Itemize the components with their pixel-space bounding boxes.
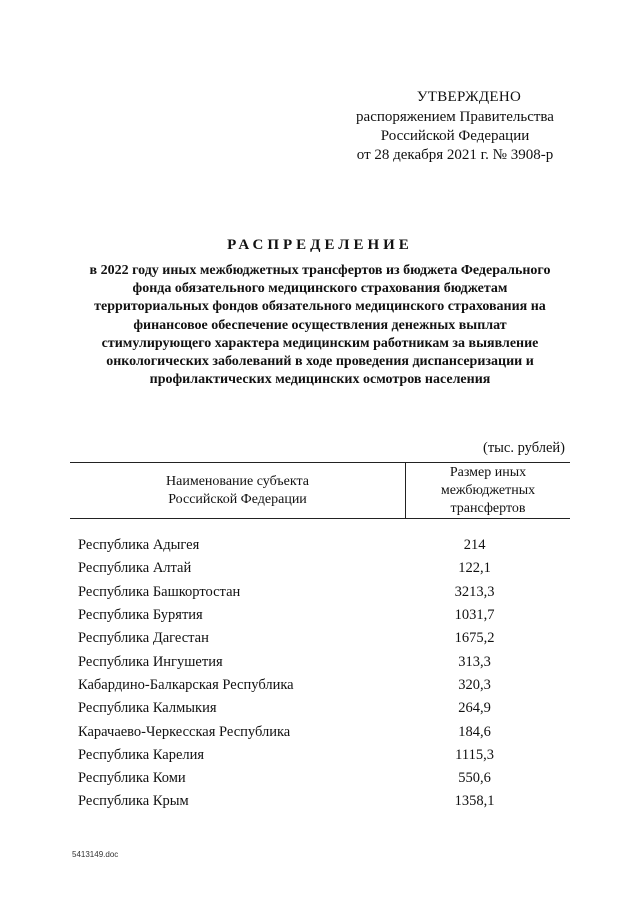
table-row (78, 767, 548, 790)
transfer-amount: 1675,2 (454, 630, 495, 647)
table-header (70, 462, 570, 519)
transfer-amount: 264,9 (458, 700, 491, 717)
subject-name: Республика Башкортостан (78, 583, 241, 600)
table-row (78, 650, 548, 673)
subject-name: Карачаево-Черкесская Республика (78, 723, 291, 740)
approval-line-1: распоряжением Правительства (356, 109, 554, 125)
transfer-amount: 320,3 (458, 676, 491, 693)
subject-name: Кабардино-Балкарская Республика (78, 676, 294, 693)
subject-name: Республика Ингушетия (78, 653, 223, 670)
table-body (78, 534, 548, 814)
transfer-amount: 3213,3 (454, 583, 495, 600)
transfer-amount: 184,6 (458, 723, 491, 740)
transfer-amount: 313,3 (458, 653, 491, 670)
transfer-amount: 214 (463, 537, 486, 554)
table-row (78, 534, 548, 557)
subject-name: Республика Дагестан (78, 630, 209, 647)
approval-block (330, 88, 580, 165)
subject-name: Республика Бурятия (78, 607, 203, 624)
document-subtitle: в 2022 году иных межбюджетных трансфертов из бюджета Федерального фонда обязательного медицинского страхования бюджетам территориальных фондов обязательного медицинского страхования на финансовое обеспечение осуществления денежных выплат стимулирующего характера медицинским работникам за выявление онкологических заболеваний в ходе проведения диспансеризации и профилактических медицинских осмотров населения (89, 263, 551, 388)
file-reference: 5413149.doc (72, 850, 119, 859)
transfer-amount: 1358,1 (454, 793, 495, 810)
table-row (78, 744, 548, 767)
header-transfer-amount: Размер иных межбюджетных трансфертов (440, 464, 536, 516)
table-row (78, 790, 548, 813)
units-label: (тыс. рублей) (483, 440, 565, 456)
table-row (78, 557, 548, 580)
subject-name: Республика Калмыкия (78, 700, 217, 717)
table-row (78, 697, 548, 720)
table-row (78, 674, 548, 697)
subject-name: Республика Алтай (78, 560, 192, 577)
transfer-amount: 122,1 (458, 560, 491, 577)
approval-line-2: Российской Федерации (380, 128, 530, 144)
table-row (78, 627, 548, 650)
table-row (78, 581, 548, 604)
subject-name: Республика Крым (78, 793, 189, 810)
approval-heading: УТВЕРЖДЕНО (416, 89, 522, 105)
header-subject-name: Наименование субъекта Российской Федерации (70, 463, 406, 518)
transfer-amount: 1115,3 (455, 746, 494, 763)
transfer-amount: 550,6 (458, 770, 491, 787)
table-row (78, 604, 548, 627)
table-row (78, 720, 548, 743)
subject-name: Республика Адыгея (78, 537, 200, 554)
subject-name: Республика Коми (78, 770, 186, 787)
document-title: РАСПРЕДЕЛЕНИЕ (227, 237, 413, 253)
approval-line-3: от 28 декабря 2021 г. № 3908-р (356, 147, 554, 163)
subject-name: Республика Карелия (78, 746, 205, 763)
transfer-amount: 1031,7 (454, 607, 495, 624)
